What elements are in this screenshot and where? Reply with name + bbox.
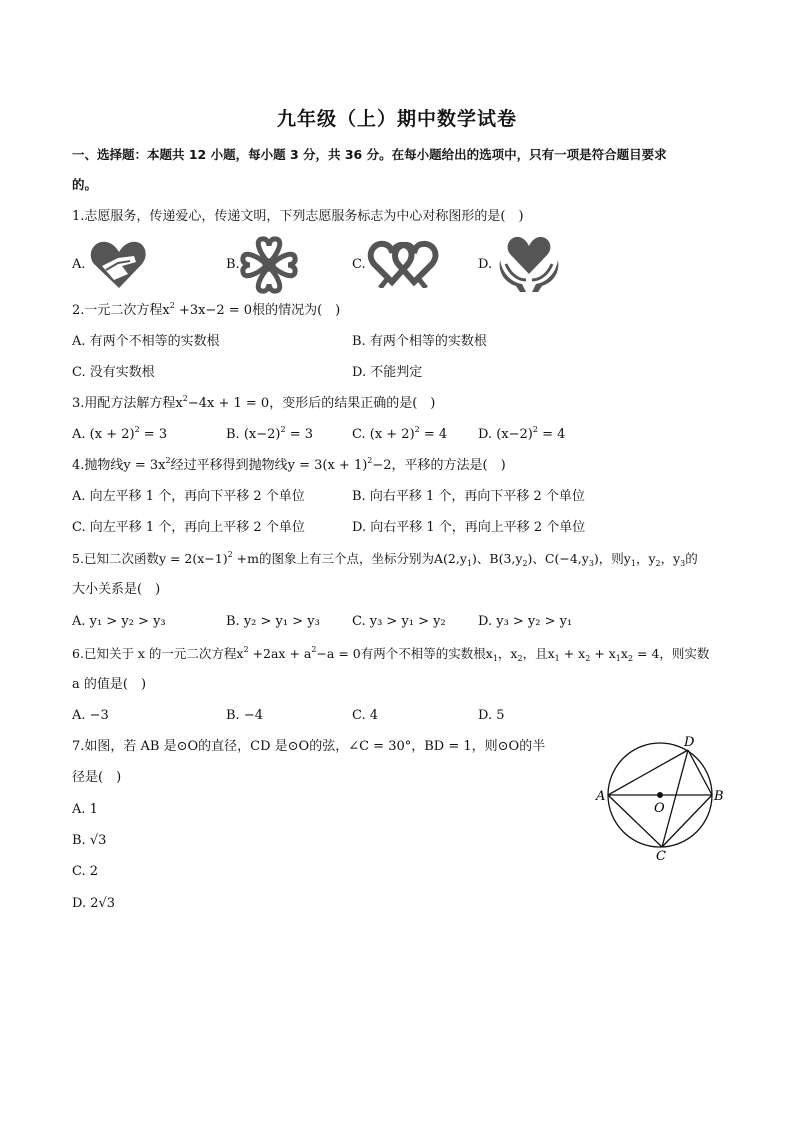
q5-option-c: C. y₃ > y₁ > y₂ — [352, 614, 446, 629]
chord-bd — [688, 750, 712, 795]
q6-option-b: B. −4 — [226, 708, 263, 723]
q4-option-d: D. 向右平移 1 个，再向上平移 2 个单位 — [352, 520, 586, 535]
question-2: 2.一元二次方程$x^2 +3x-2 = 0$根的情况为( ) — [72, 301, 341, 318]
question-1: 1.志愿服务，传递爱心，传递文明，下列志愿服务标志为中心对称图形的是( ) — [72, 209, 524, 224]
q3-option-d: D. $(x-2)^2 = 4$ — [478, 425, 566, 442]
q7-option-a: A. 1 — [72, 802, 98, 817]
question-3: 3.用配方法解方程$x^2-4x + 1 = 0$，变形后的结果正确的是( ) — [72, 394, 436, 411]
label-a: A — [596, 789, 606, 804]
question-6-cont: a 的值是( ) — [72, 677, 147, 692]
section-heading-cont: 的。 — [72, 177, 98, 192]
q5-option-d: D. y₃ > y₂ > y₁ — [478, 614, 573, 629]
q3-option-b: B. $(x-2)^2 = 3$ — [226, 425, 313, 442]
q4-option-b: B. 向右平移 1 个，再向下平移 2 个单位 — [352, 489, 585, 504]
question-5: 5.已知二次函数$y = 2(x-1)^2 +m$的图象上有三个点，坐标分别为$A(2,y_1)$、$B(3,y_2)$、$C(-4,y_3)$，则$y_1$，$y_2$，$y_3$的 — [72, 550, 698, 568]
q2-option-b: B. 有两个相等的实数根 — [352, 334, 487, 349]
label-b: B — [714, 789, 724, 804]
q7-option-b: B. √3 — [72, 833, 107, 848]
q4-option-a: A. 向左平移 1 个，再向下平移 2 个单位 — [72, 489, 305, 504]
chord-cd — [662, 750, 688, 847]
q1-option-b-label: B. — [226, 257, 240, 272]
question-7-cont: 径是( ) — [72, 770, 122, 785]
section-heading: 一、选择题：本题共 12 小题，每小题 3 分，共 36 分。在每小题给出的选项中，只有一项是符合题目要求 — [72, 147, 667, 162]
q2-option-d: D. 不能判定 — [352, 365, 423, 380]
q7-option-d: D. 2√3 — [72, 896, 116, 911]
q1-option-d-label: D. — [478, 257, 493, 272]
q3-option-a: A. $(x + 2)^2 = 3$ — [72, 425, 168, 442]
linked-hearts-icon — [366, 238, 440, 292]
question-7: 7.如图，若 AB 是⊙O的直径，CD 是⊙O的弦，∠C = 30°，BD = 1，则⊙O的半 — [72, 739, 546, 754]
q1-option-c-label: C. — [352, 257, 366, 272]
q5-option-b: B. y₂ > y₁ > y₃ — [226, 614, 320, 629]
question-6: 6.已知关于 x 的一元二次方程$x^2 +2ax + a^2-a = 0$有两个不相等的实数根$x_1$，$x_2$，且$x_1 + x_2 + x_1x_2 = 4$，则实数 — [72, 645, 710, 663]
label-d: D — [684, 735, 695, 750]
q6-option-c: C. 4 — [352, 708, 379, 723]
question-4: 4.抛物线$y = 3x^2$经过平移得到抛物线$y = 3(x + 1)^2-2$，平移的方法是( ) — [72, 456, 506, 473]
question-5-cont: 大小关系是( ) — [72, 582, 161, 597]
q2-option-c: C. 没有实数根 — [72, 365, 155, 380]
q6-option-d: D. 5 — [478, 708, 505, 723]
chord-ad — [608, 750, 688, 795]
four-heart-clover-icon — [240, 236, 298, 298]
center-point-o — [657, 792, 663, 798]
circle-geometry-figure — [592, 732, 732, 868]
q5-option-a: A. y₁ > y₂ > y₃ — [72, 614, 166, 629]
q4-option-c: C. 向左平移 1 个，再向上平移 2 个单位 — [72, 520, 305, 535]
heart-in-hands-icon — [496, 234, 562, 298]
q1-option-a-label: A. — [72, 257, 86, 272]
q6-option-a: A. −3 — [72, 708, 109, 723]
q3-option-c: C. $(x + 2)^2 = 4$ — [352, 425, 448, 442]
label-c: C — [656, 849, 666, 864]
q7-option-c: C. 2 — [72, 864, 99, 879]
label-o: O — [654, 801, 665, 816]
page-title: 九年级（上）期中数学试卷 — [276, 108, 517, 130]
heart-hand-icon — [88, 236, 150, 296]
q2-option-a: A. 有两个不相等的实数根 — [72, 334, 220, 349]
